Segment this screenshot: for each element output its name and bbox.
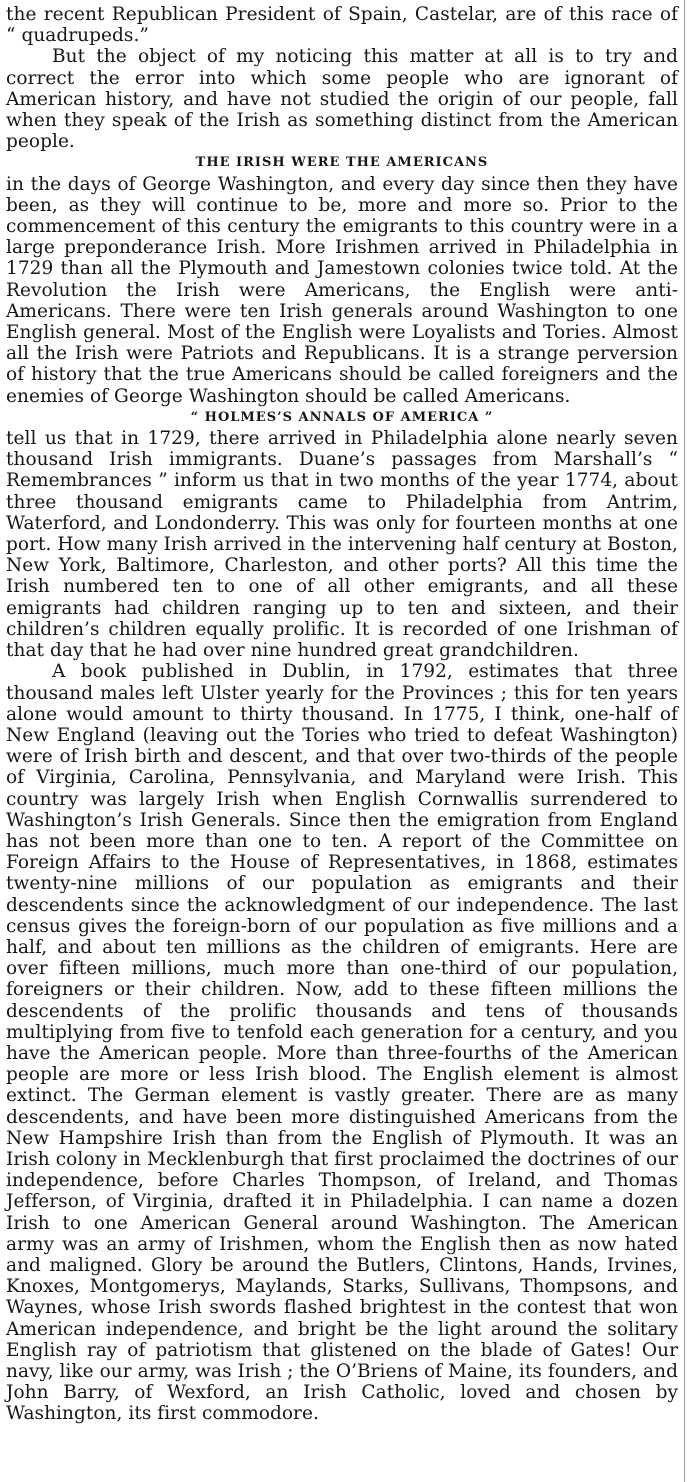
paragraph-dublin-book: A book published in Dublin, in 1792, estimates that three thousand males left Ulster yearly for the Provinces ; this for ten years alone would amount to thirty thousand. In 1775, I think, one-half of New England (leaving out the Tories who tried to defeat Washington) were of Irish birth and descent, and that over two-thirds of the people of Virginia, Carolina, Pennsylvania, and Maryland were Irish. This country was largely Irish when English Cornwallis surrendered to Washington’s Irish Generals. Since then the emigration from England has not been more than one to ten. A report of the Committee on Foreign Affairs to the House of Representatives, in 1868, estimates twenty-nine millions of our population as emigrants and their descendents since the acknowledgment of our independence. The last census gives the foreign-born of our population as five millions and a half, and about ten millions as the children of emigrants. Here are over fifteen millions, much more than one-third of our population, foreigners or their children. Now, add to these fifteen millions the descendents of the prolific thousands and tens of thousands multiplying from five to tenfold each generation for a century, and you have the American people. More than three-fourths of the American people are more or less Irish blood. The English element is almost extinct. The German element is vastly greater. There are as many descendents, and have been more distinguished Americans from the New Hampshire Irish than from the English of Plymouth. It was an Irish colony in Mecklenburgh that first proclaimed the doctrines of our independence, before Charles Thompson, of Ireland, and Thomas Jefferson, of Virginia, drafted it in Philadelphia. I can name a dozen Irish to one American General around Washington. The American army was an army of Irishmen, whom the English then as now hated and maligned. Glory be around the Butlers, Clintons, Hands, Irvines, Knoxes, Montgomerys, Maylands, Starks, Sullivans, Thompsons, and Waynes, whose Irish swords flashed brightest in the contest that won American independence, and bright be the light around the solitary English ray of patriotism that glistened on the blade of Gates! Our navy, like our army, was Irish ; the O’Briens of Maine, its founders, and John Barry, of Wexford, an Irish Catholic, loved and chosen by Washington, its first commodore. [6,661,678,1425]
heading-holmes-annals: “ HOLMES’S ANNALS OF AMERICA ” [190,409,494,425]
paragraph-george-washington: in the days of George Washington, and every day since then they have been, as they will continue to be, more and more so. Prior to the commencement of this century the emigrants to this country were in a large preponderance Irish. More Irishmen arrived in Philadelphia in 1729 than all the Plymouth and Jamestown colonies twice told. At the Revolution the Irish were Americans, the English were anti-Americans. There were ten Irish generals around Washington to one English general. Most of the English were Loyalists and Tories. Almost all the Irish were Patriots and Republicans. It is a strange perversion of history that the true Americans should be called foreigners and the enemies of George Washington should be called Americans. [6,173,678,407]
column-rule [684,0,685,1482]
article-column [6,4,678,1425]
paragraph-object: But the object of my noticing this matter at all is to try and correct the error into which some people who are ignorant of American history, and have not studied the origin of our people, fall when they speak of the Irish as something distinct from the American people. [6,46,678,153]
paragraph-immigrants: tell us that in 1729, there arrived in Philadelphia alone nearly seven thousand Irish immigrants. Duane’s passages from Marshall’s “ Remembrances ” inform us that in two months of the year 1774, about three thousand emigrants came to Philadelphia from Antrim, Waterford, and Londonderry. This was only for fourteen months at one port. How many Irish arrived in the intervening half century at Boston, New York, Baltimore, Charleston, and other ports? All this time the Irish numbered ten to one of all other emigrants, and all these emigrants had children ranging up to ten and sixteen, and their children’s children equally prolific. It is recorded of one Irishman of that day that he had over nine hundred great grandchildren. [6,428,678,662]
paragraph-quadrupeds: the recent Republican President of Spain, Castelar, are of this race of “ quadrupeds.” [6,4,678,47]
heading-irish-were-americans: THE IRISH WERE THE AMERICANS [195,155,489,171]
